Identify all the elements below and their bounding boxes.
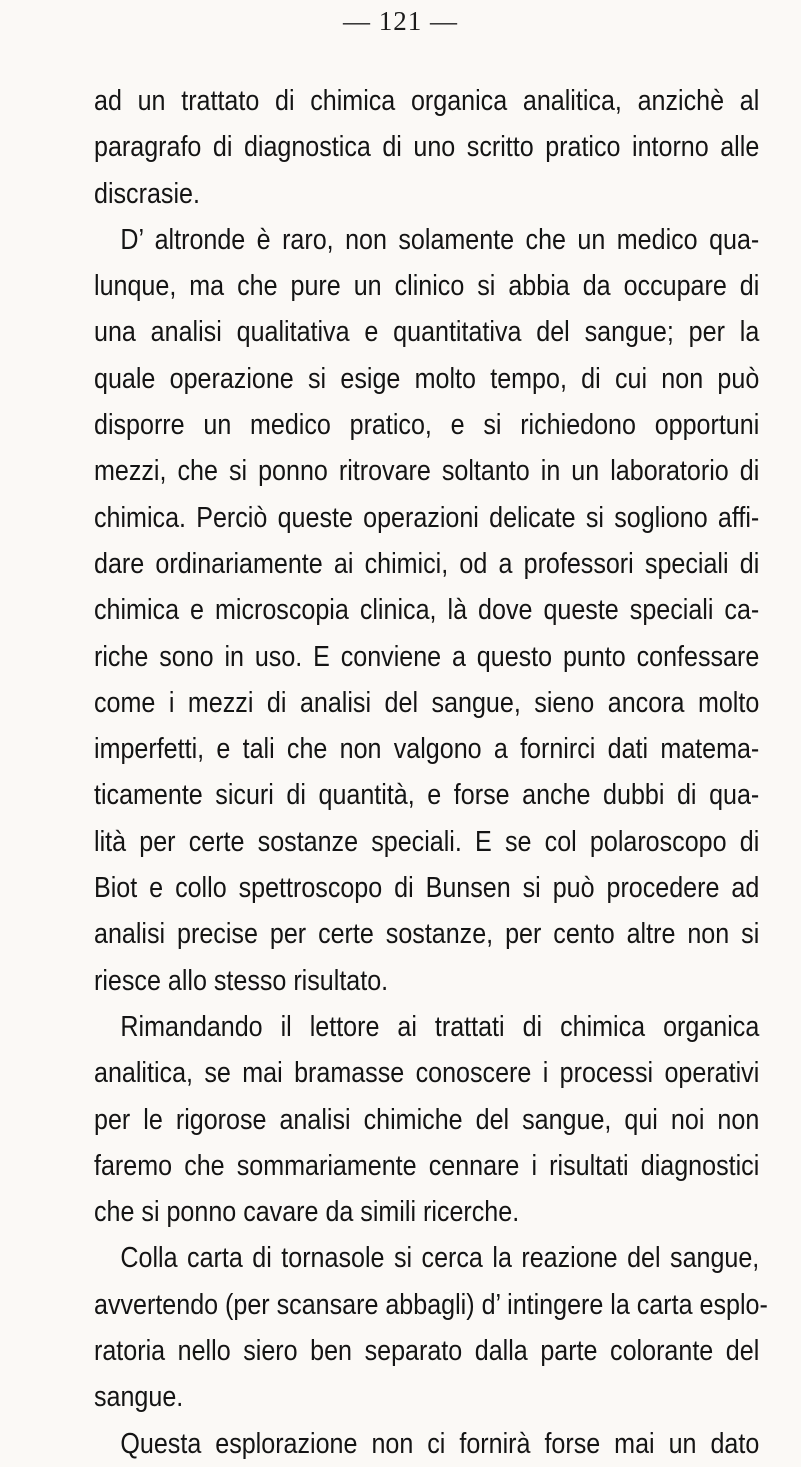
text-line: analitica, se mai bramasse conoscere i processi operativi (94, 1057, 760, 1090)
text-line: Colla carta di tornasole si cerca la reazione del sangue, (120, 1242, 760, 1275)
text-line: Rimandando il lettore ai trattati di chimica organica (120, 1010, 760, 1043)
body-text (94, 78, 768, 1467)
text-line: Questa esplorazione non ci fornirà forse mai un dato (120, 1427, 760, 1460)
text-line: Biot e collo spettroscopo di Bunsen si può procedere ad (94, 872, 760, 905)
text-line: analisi precise per certe sostanze, per cento altre non si (94, 918, 760, 951)
text-line: D’ altronde è raro, non solamente che un medico qua- (120, 223, 760, 256)
text-line: ticamente sicuri di quantità, e forse anche dubbi di qua- (94, 779, 760, 812)
text-line: ratoria nello siero ben separato dalla parte colorante del (94, 1335, 760, 1368)
text-line: paragrafo di diagnostica di uno scritto pratico intorno alle (94, 131, 760, 164)
text-line: riesce allo stesso risultato. (94, 964, 389, 997)
text-line: chimica. Perciò queste operazioni delicate si sogliono affi- (94, 501, 760, 534)
text-line: riche sono in uso. E conviene a questo punto confessare (94, 640, 760, 673)
text-line: come i mezzi di analisi del sangue, sieno ancora molto (94, 686, 760, 719)
text-line: faremo che sommariamente cennare i risultati diagnostici (94, 1149, 760, 1182)
text-line: avvertendo (per scansare abbagli) d’ intingere la carta esplo- (94, 1288, 768, 1321)
text-line: ad un trattato di chimica organica analitica, anzichè al (94, 85, 760, 117)
text-line: lunque, ma che pure un clinico si abbia da occupare di (94, 270, 760, 303)
text-line: quale operazione si esige molto tempo, di cui non può (94, 362, 760, 395)
text-line: una analisi qualitativa e quantitativa del sangue; per la (94, 316, 760, 349)
text-line: discrasie. (94, 177, 200, 210)
page-number: — 121 — (343, 6, 458, 36)
text-line: imperfetti, e tali che non valgono a fornirci dati matema- (94, 733, 760, 766)
text-line: sangue. (94, 1381, 184, 1414)
text-line: per le rigorose analisi chimiche del sangue, qui noi non (94, 1103, 760, 1136)
text-line: dare ordinariamente ai chimici, od a professori speciali di (94, 547, 760, 580)
text-line: mezzi, che si ponno ritrovare soltanto in un laboratorio di (94, 455, 760, 488)
text-line: che si ponno cavare da simili ricerche. (94, 1196, 520, 1229)
text-line: disporre un medico pratico, e si richiedono opportuni (94, 409, 760, 442)
text-line: chimica e microscopia clinica, là dove queste speciali ca- (94, 594, 760, 627)
text-line: lità per certe sostanze speciali. E se col polaroscopo di (94, 825, 760, 858)
